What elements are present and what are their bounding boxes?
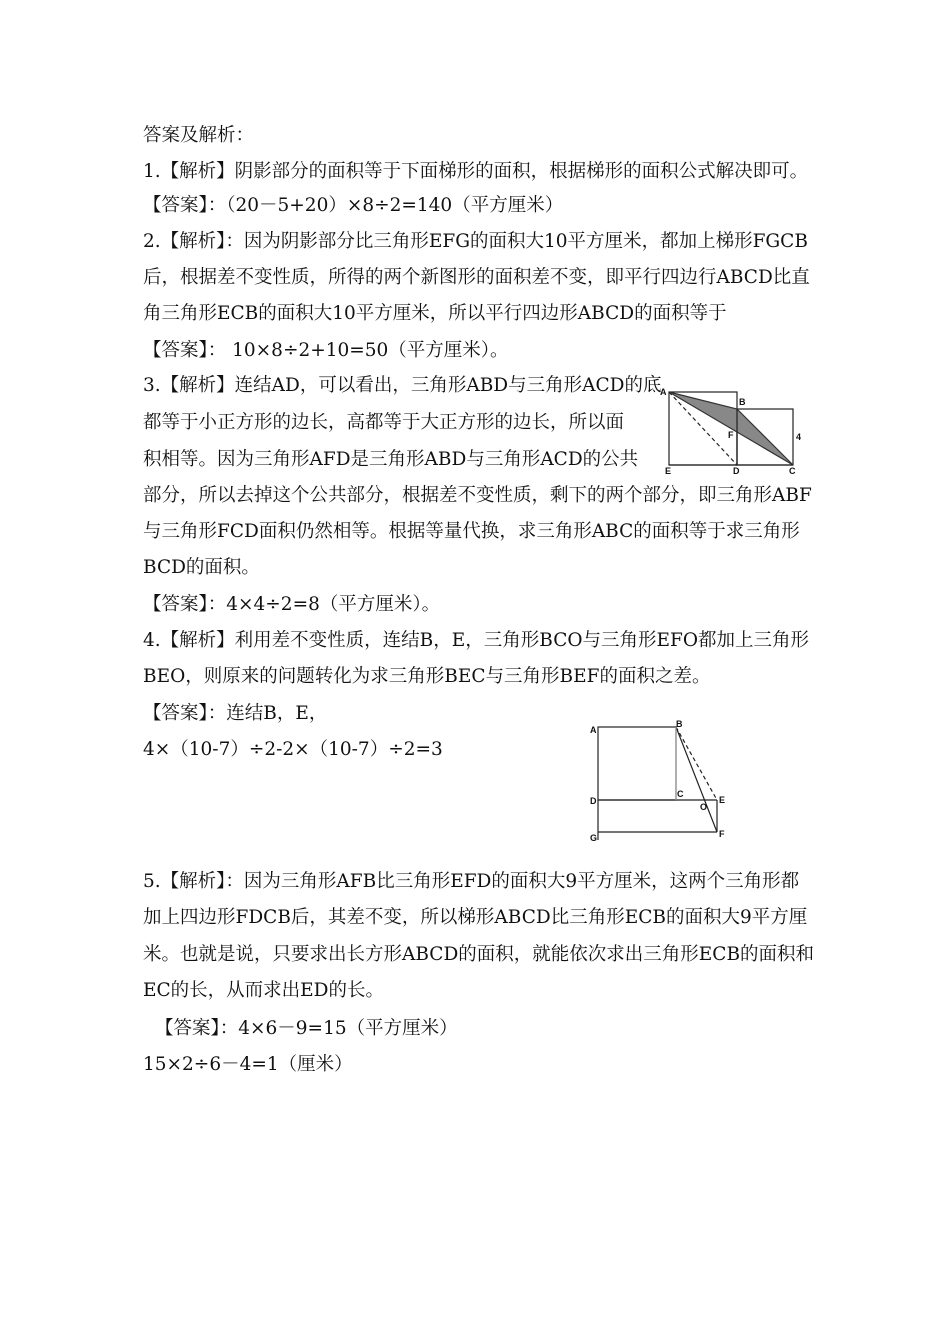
q3-line: 积相等。因为三角形AFD是三角形ABD与三角形ACD的公共 bbox=[143, 449, 639, 470]
q5-line: 米。也就是说，只要求出长方形ABCD的面积，就能依次求出三角形ECB的面积和 bbox=[143, 944, 815, 965]
q2-line: 后，根据差不变性质，所得的两个新图形的面积差不变，即平行四边行ABCD比直 bbox=[143, 267, 810, 288]
point-label-e: E bbox=[665, 466, 672, 475]
q4-line: 4.【解析】利用差不变性质，连结B，E，三角形BCO与三角形EFO都加上三角形 bbox=[143, 630, 810, 651]
q4-figure bbox=[585, 715, 730, 845]
q5-line: 加上四边形FDCB后，其差不变，所以梯形ABCD比三角形ECB的面积大9平方厘 bbox=[143, 907, 808, 928]
q5-calc: 15×2÷6－4=1（厘米） bbox=[143, 1054, 353, 1075]
q3-line: 都等于小正方形的边长，高都等于大正方形的边长，所以面 bbox=[143, 412, 625, 433]
q3-figure bbox=[657, 385, 809, 475]
q1-answer: 【答案】：（20－5+20）×8÷2=140（平方厘米） bbox=[143, 195, 564, 216]
point-label-f: F bbox=[719, 829, 725, 839]
q3-line: 3.【解析】连结AD，可以看出，三角形ABD与三角形ACD的底 bbox=[143, 375, 662, 396]
q3-line: BCD的面积。 bbox=[143, 557, 260, 578]
q1-analysis: 1.【解析】阴影部分的面积等于下面梯形的面积，根据梯形的面积公式解决即可。 bbox=[143, 161, 809, 182]
q5-answer: 【答案】：4×6－9=15（平方厘米） bbox=[155, 1018, 458, 1039]
point-label-b: B bbox=[739, 397, 746, 407]
point-label-d: D bbox=[590, 796, 597, 806]
q5-line: EC的长，从而求出ED的长。 bbox=[143, 980, 384, 1001]
point-label-c: C bbox=[677, 789, 684, 799]
point-label-a: A bbox=[590, 725, 597, 735]
q2-line: 2.【解析】：因为阴影部分比三角形EFG的面积大10平方厘米，都加上梯形FGCB bbox=[143, 231, 808, 252]
point-label-b: B bbox=[676, 719, 683, 729]
q2-line: 角三角形ECB的面积大10平方厘米，所以平行四边形ABCD的面积等于 bbox=[143, 303, 727, 324]
point-label-e: E bbox=[719, 795, 726, 805]
page-title: 答案及解析： bbox=[143, 125, 255, 146]
q3-line: 与三角形FCD面积仍然相等。根据等量代换，求三角形ABC的面积等于求三角形 bbox=[143, 521, 800, 542]
point-label-f: F bbox=[728, 430, 734, 440]
point-label-o: O bbox=[700, 802, 708, 812]
q4-answer: 【答案】：连结B，E， bbox=[143, 703, 328, 724]
point-label-c: C bbox=[789, 466, 796, 475]
q4-line: BEO，则原来的问题转化为求三角形BEC与三角形BEF的面积之差。 bbox=[143, 666, 711, 687]
q5-line: 5.【解析】：因为三角形AFB比三角形EFD的面积大9平方厘米，这两个三角形都 bbox=[143, 871, 800, 892]
q4-calc: 4×（10-7）÷2-2×（10-7）÷2=3 bbox=[143, 739, 443, 760]
point-label-g: G bbox=[590, 833, 598, 843]
point-label-d: D bbox=[733, 466, 740, 475]
q2-answer: 【答案】： 10×8÷2+10=50（平方厘米）。 bbox=[143, 340, 509, 361]
q3-answer: 【答案】：4×4÷2=8（平方厘米）。 bbox=[143, 594, 441, 615]
point-label-a: A bbox=[660, 387, 667, 397]
q3-line: 部分，所以去掉这个公共部分，根据差不变性质，剩下的两个部分，即三角形ABF bbox=[143, 485, 812, 506]
side-label: 4 bbox=[796, 432, 802, 442]
